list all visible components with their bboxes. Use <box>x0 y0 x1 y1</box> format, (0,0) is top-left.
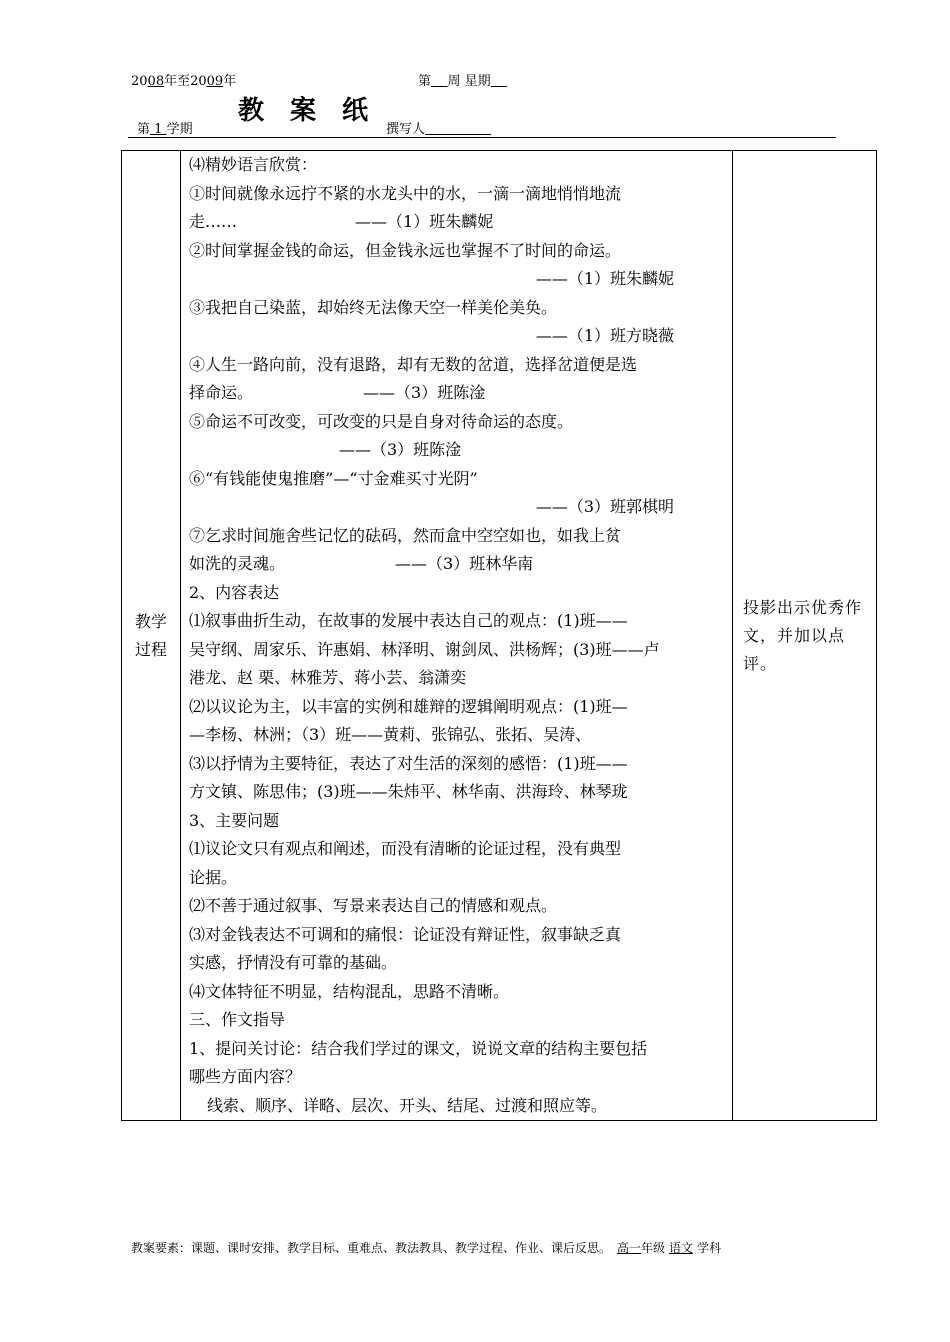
line: 论据。 <box>189 867 238 887</box>
line: 三、作文指导 <box>189 1010 286 1029</box>
line: ⑷文体特征不明显，结构混乱，思路不清晰。 <box>189 981 510 1001</box>
lesson-table <box>121 150 877 1121</box>
year-range: 2008年至2009年 <box>131 74 237 89</box>
line: 吴守纲、周家乐、许惠娟、林泽明、谢剑凤、洪杨辉；(3)班——卢 <box>189 639 660 659</box>
line: 港龙、赵 栗、林雅芳、蒋小芸、翁潇奕 <box>189 668 467 687</box>
line: 方文镇、陈思伟；(3)班——朱炜平、林华南、洪海玲、林琴珑 <box>189 782 628 801</box>
line: ⑷精妙语言欣赏： <box>189 155 318 174</box>
line: 1、提问关讨论：结合我们学过的课文，说说文章的结构主要包括 <box>189 1038 648 1058</box>
line: ⑦乞求时间施舍些记忆的砝码，然而盒中空空如也，如我上贫 <box>189 525 622 545</box>
line: ⑵不善于通过叙事、写景来表达自己的情感和观点。 <box>189 896 558 915</box>
footer: 教案要素：课题、课时安排、教学目标、重难点、教法教具、教学过程、作业、课后反思。 高一年级 语文 学科 <box>131 1241 722 1255</box>
line: ③我把自己染蓝，却始终无法像天空一样美伦美奂。 <box>189 297 558 317</box>
line: ⑴叙事曲折生动，在故事的发展中表达自己的观点：(1)班—— <box>189 611 628 630</box>
page-title: 教案纸 <box>238 96 395 126</box>
line: ②时间掌握金钱的命运，但金钱永远也掌握不了时间的命运。 <box>189 240 622 260</box>
section-label: 教学过程 <box>122 151 181 1121</box>
line: ——（1）班方晓薇 <box>535 326 674 345</box>
header-rule <box>128 137 836 138</box>
line: ——（3）班郭棋明 <box>535 497 674 516</box>
line: 实感，抒情没有可靠的基础。 <box>189 953 398 972</box>
line: 线索、顺序、详略、层次、开头、结尾、过渡和照应等。 <box>207 1095 608 1115</box>
line: 3、主要问题 <box>189 810 280 830</box>
line: 走…… ——（1）班朱麟妮 <box>189 212 494 231</box>
author: 撰写人 <box>386 122 426 137</box>
line: —李杨、林洲；（3）班——黄莉、张锦弘、张拓、吴涛、 <box>189 725 592 744</box>
line: 如洗的灵魂。 ——（3）班林华南 <box>189 554 534 573</box>
process-content <box>181 151 733 1121</box>
line: ①时间就像永远拧不紧的水龙头中的水，一滴一滴地悄悄地流 <box>189 183 622 203</box>
line: ⑴议论文只有观点和阐述，而没有清晰的论证过程，没有典型 <box>189 839 622 858</box>
teacher-note: 投影出示优秀作文，并加以点评。 <box>733 151 877 1121</box>
line: ——（1）班朱麟妮 <box>535 269 674 288</box>
week-day: 第 周 星期 <box>418 74 491 89</box>
line: ——（3）班陈淦 <box>339 440 462 459</box>
line: 哪些方面内容？ <box>189 1067 302 1086</box>
line: ④人生一路向前，没有退路，却有无数的岔道，选择岔道便是选 <box>189 354 638 374</box>
line: ⑥“有钱能使鬼推磨”—“寸金难买寸光阴” <box>189 468 478 488</box>
line: ⑶以抒情为主要特征，表达了对生活的深刻的感悟：(1)班—— <box>189 753 628 773</box>
line: 2、内容表达 <box>189 582 280 602</box>
semester: 第 1 学期 <box>137 122 193 137</box>
line: ⑤命运不可改变，可改变的只是自身对待命运的态度。 <box>189 411 574 431</box>
line: 择命运。 ——（3）班陈淦 <box>189 383 486 402</box>
line: ⑵以议论为主，以丰富的实例和雄辩的逻辑阐明观点：(1)班— <box>189 696 628 716</box>
table-row <box>122 151 877 1121</box>
line: ⑶对金钱表达不可调和的痛恨：论证没有辩证性，叙事缺乏真 <box>189 924 622 944</box>
